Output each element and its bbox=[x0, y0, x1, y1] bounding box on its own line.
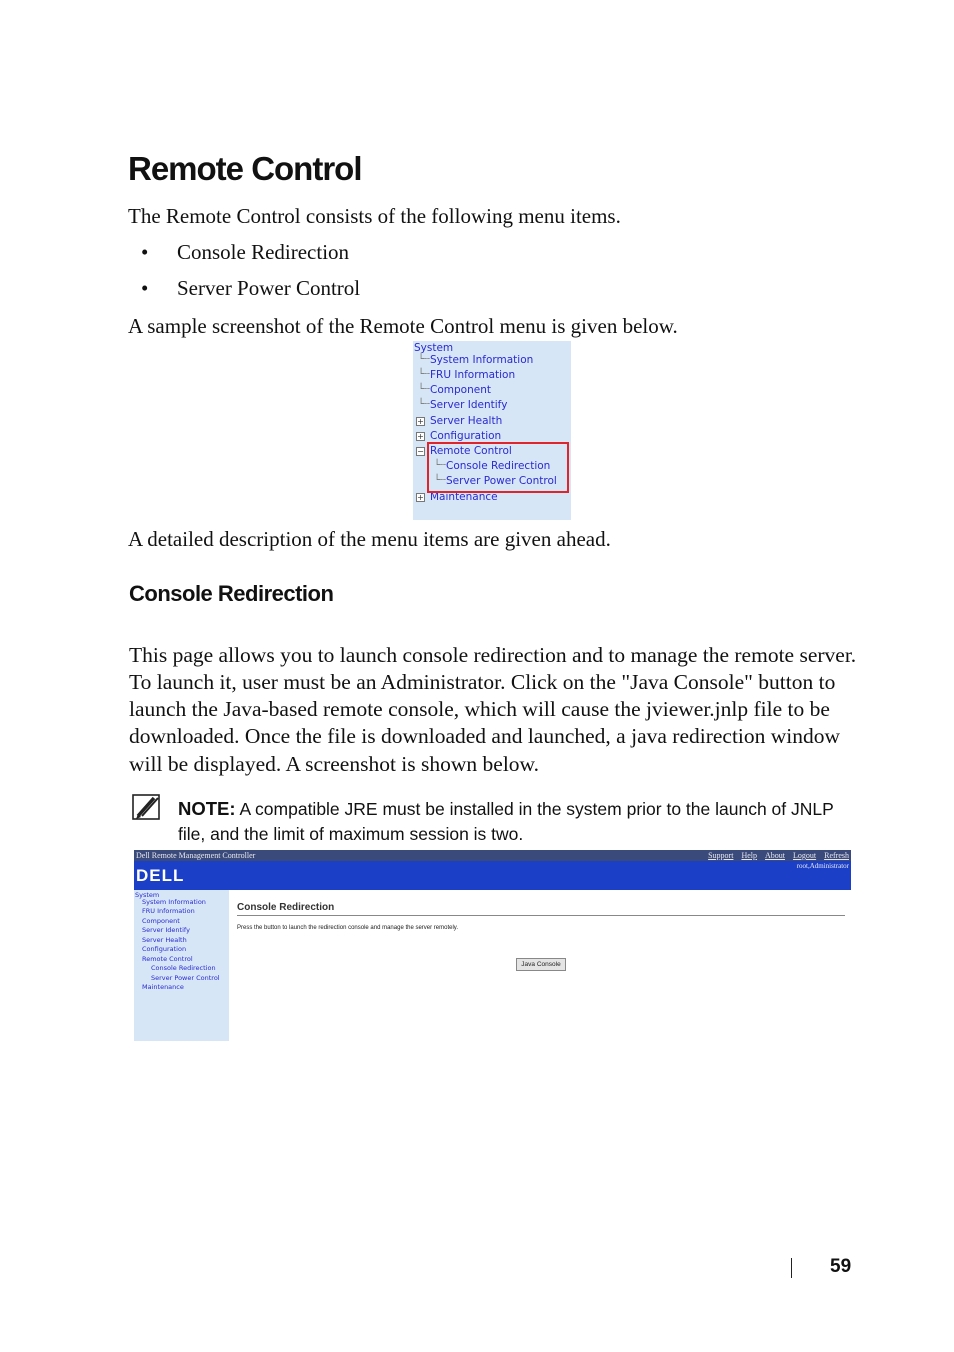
remote-control-menu-screenshot bbox=[413, 341, 571, 520]
top-links bbox=[702, 851, 849, 860]
menu-item-maintenance: Maintenance bbox=[430, 491, 498, 503]
menu-item-system-information: System Information bbox=[430, 354, 534, 366]
section-heading: Console Redirection bbox=[129, 581, 334, 606]
sample-text: A sample screenshot of the Remote Control menu is given below. bbox=[128, 314, 678, 338]
sidebar-item-console-redirection[interactable]: Console Redirection bbox=[151, 964, 216, 972]
dell-logo: DELL bbox=[136, 866, 185, 885]
menu-item-component: Component bbox=[430, 384, 491, 396]
note-text: A compatible JRE must be installed in the system prior to the launch of JNLP file, and the limit of maximum session is two. bbox=[178, 799, 834, 844]
sidebar-item-system-information[interactable]: System Information bbox=[142, 898, 206, 906]
help-link[interactable]: Help bbox=[741, 851, 757, 860]
sidebar-item-server-identify[interactable]: Server Identify bbox=[142, 926, 190, 934]
menu-item-remote-control: Remote Control bbox=[430, 445, 512, 457]
tree-connector: └┄ bbox=[418, 384, 431, 395]
console-redirection-screenshot bbox=[134, 850, 851, 1041]
expand-icon: + bbox=[417, 432, 424, 441]
bullet-dot: • bbox=[141, 276, 149, 300]
sidebar-item-system[interactable]: System bbox=[135, 891, 160, 899]
menu-item-server-power-control: Server Power Control bbox=[446, 475, 557, 487]
detail-text: A detailed description of the menu items are given ahead. bbox=[128, 527, 611, 551]
bullet-text: Console Redirection bbox=[177, 240, 350, 264]
footer-divider bbox=[791, 1258, 792, 1278]
window-title: Dell Remote Management Controller bbox=[136, 851, 256, 860]
menu-item-server-health: Server Health bbox=[430, 415, 503, 427]
collapse-icon: − bbox=[417, 447, 424, 456]
menu-item-server-identify: Server Identify bbox=[430, 399, 508, 411]
intro-text: The Remote Control consists of the following menu items. bbox=[128, 204, 621, 228]
note-block bbox=[178, 796, 838, 847]
sidebar-item-fru-information[interactable]: FRU Information bbox=[142, 907, 195, 915]
expand-icon: + bbox=[417, 417, 424, 426]
highlight-box bbox=[427, 442, 569, 493]
tree-connector: └┄ bbox=[418, 399, 431, 410]
section-paragraph: This page allows you to launch console redirection and to manage the remote server. To launch it, user must be an Administrator. Click on the "Java Console" button to launch the Java-based remote console, which will cause the jviewer.jnlp file to be downloaded. Once the file is downloaded and launched, a java redirection window will be displayed. A screenshot is shown below. bbox=[129, 642, 857, 776]
user-label: root,Administrator bbox=[796, 862, 849, 870]
app-page-heading: Console Redirection bbox=[237, 902, 335, 913]
menu-item-console-redirection: Console Redirection bbox=[446, 460, 551, 472]
tree-connector: └┄ bbox=[434, 460, 447, 471]
page-number: 59 bbox=[830, 1256, 852, 1277]
app-sidebar bbox=[134, 890, 229, 1041]
tree-connector: └┄ bbox=[418, 354, 431, 365]
bullet-dot: • bbox=[141, 240, 149, 264]
about-link[interactable]: About bbox=[765, 851, 785, 860]
app-description: Press the button to launch the redirection console and manage the server remotely. bbox=[237, 925, 459, 931]
bullet-text: Server Power Control bbox=[177, 276, 361, 300]
sidebar-item-component[interactable]: Component bbox=[142, 917, 180, 925]
tree-connector: └┄ bbox=[434, 475, 447, 486]
expand-icon: + bbox=[417, 493, 424, 502]
pencil-note-icon bbox=[132, 792, 162, 822]
sidebar-item-server-health[interactable]: Server Health bbox=[142, 936, 187, 944]
refresh-link[interactable]: Refresh bbox=[824, 851, 849, 860]
sidebar-item-server-power-control[interactable]: Server Power Control bbox=[151, 974, 220, 982]
page-title: Remote Control bbox=[128, 150, 362, 187]
sidebar-item-remote-control[interactable]: Remote Control bbox=[142, 955, 193, 963]
menu-item-fru-information: FRU Information bbox=[430, 369, 516, 381]
divider bbox=[237, 915, 845, 916]
note-label: NOTE: bbox=[178, 798, 236, 819]
menu-item-system: System bbox=[414, 342, 454, 354]
tree-connector: └┄ bbox=[418, 369, 431, 380]
support-link[interactable]: Support bbox=[708, 851, 734, 860]
sidebar-item-maintenance[interactable]: Maintenance bbox=[142, 983, 184, 991]
menu-item-configuration: Configuration bbox=[430, 430, 502, 442]
logout-link[interactable]: Logout bbox=[793, 851, 817, 860]
sidebar-item-configuration[interactable]: Configuration bbox=[142, 945, 187, 953]
app-header bbox=[134, 850, 851, 890]
java-console-button[interactable]: Java Console bbox=[516, 958, 566, 971]
